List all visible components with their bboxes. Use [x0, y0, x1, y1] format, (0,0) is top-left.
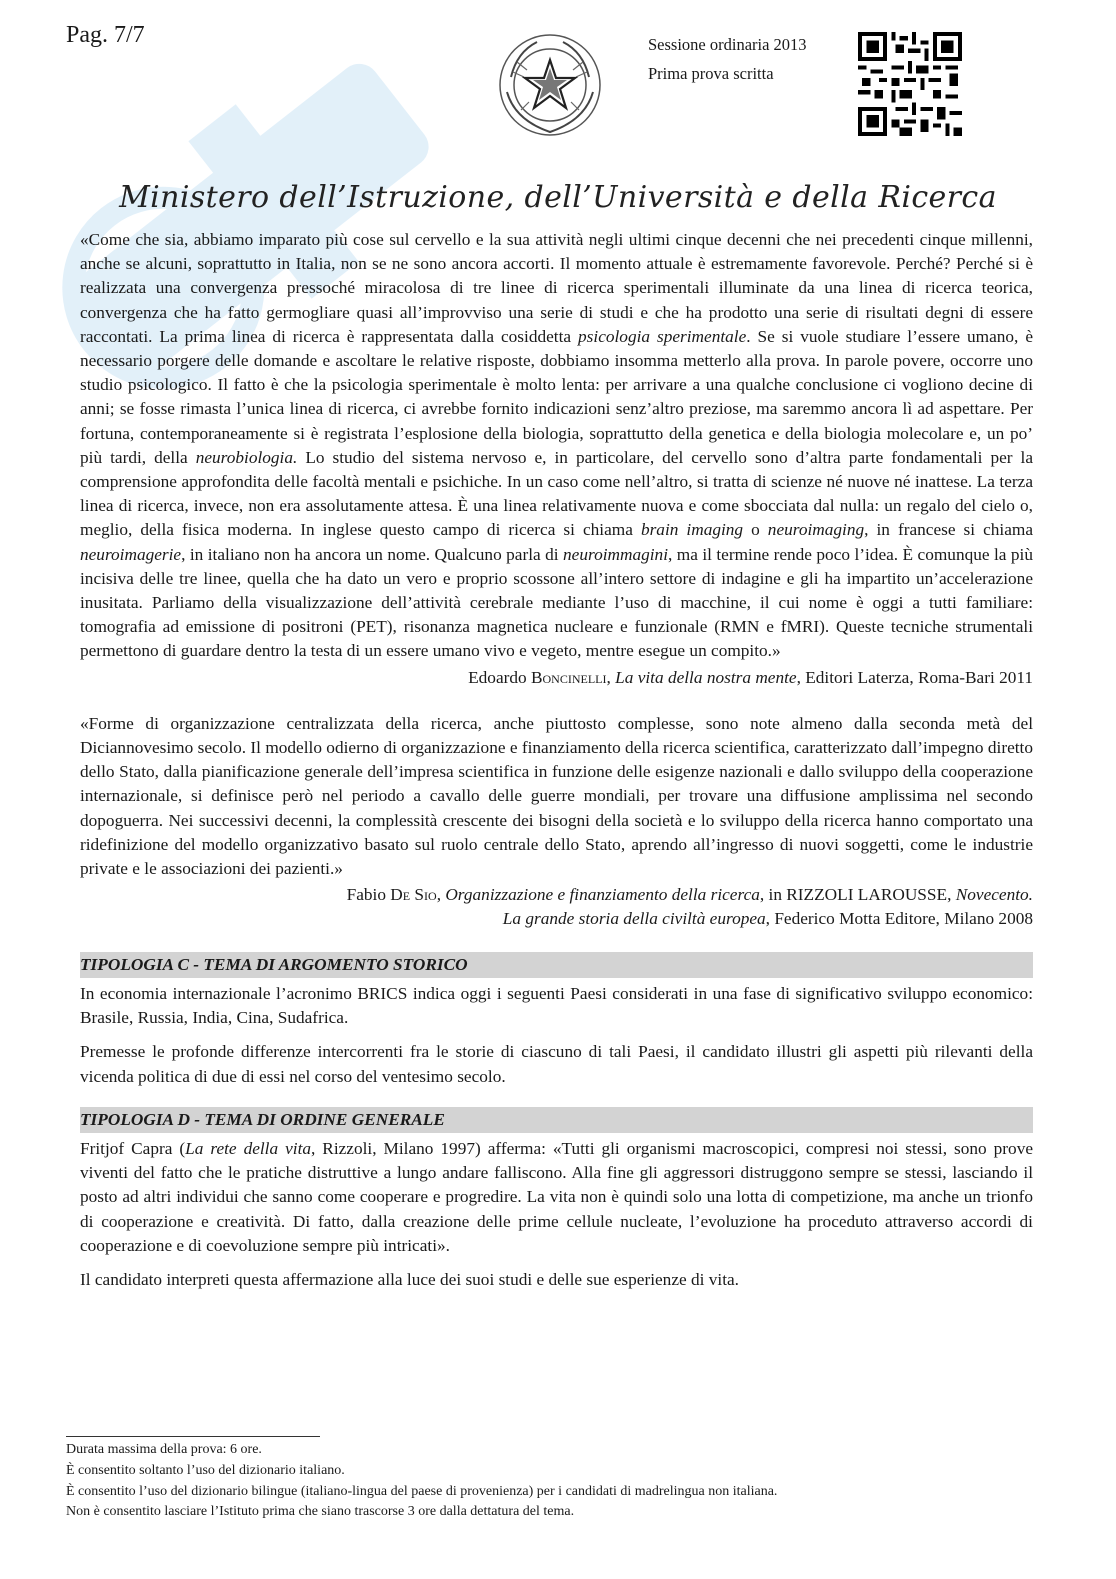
- qr-code-icon: [858, 32, 962, 136]
- passage-boncinelli: «Come che sia, abbiamo imparato più cose sul cervello e la sua attività negli ultimi cinque decenni che nei precedenti cinque millenni, anche se alcuni, soprattutto in Italia, non se ne sono ancora accorti. Il momento attuale è estremamente favorevole. Perché? Perché si è realizzata una convergenza pressoché miracolosa di tre linee di ricerca sperimentali illuminate da una linea di ricerca teorica, convergenza che ha fatto germogliare quasi all’improvviso una serie di studi e che ha prodotto una serie di risultati degni di essere raccontati. La prima linea di ricerca è rappresentata dalla cosiddetta psicologia sperimentale. Se si vuole studiare l’essere umano, è necessario porgere delle domande e ascoltare le relative risposte, dobbiamo insomma metterlo alla prova. In parole povere, occorre uno studio psicologico. Il fatto è che la psicologia sperimentale è molto lenta: per arrivare a una qualche conclusione ci vogliono decine di anni; se fosse rimasta l’unica linea di ricerca, ci avrebbe fornito indicazioni senz’altro preziose, ma saremmo ancora lì ad aspettare. Per fortuna, contemporaneamente si è registrata l’esplosione della biologia, soprattutto della genetica e della biologia molecolare e, un po’ più tardi, della neurobiologia. Lo studio del sistema nervoso e, in particolare, del cervello sono d’altra parte fondamentali per la comprensione approfondita delle facoltà mentali e psichiche. In un caso come nell’altro, si tratta di scienze né nuove né inattese. La terza linea di ricerca, invece, non era assolutamente attesa. È una linea relativamente nuova e come sbocciata dal nulla: un regalo del cielo o, meglio, della fisica moderna. In inglese questo campo di ricerca si chiama brain imaging o neuroimaging, in francese si chiama neuroimagerie, in italiano non ha ancora un nome. Qualcuno parla di neuroimmagini, ma il termine rende poco l’idea. È comunque la più incisiva delle tre linee, quella che ha dato un vero e proprio scossone all’intero settore di indagine e gli ha impartito un’accelerazione inusitata. Parliamo della visualizzazione dell’attività cerebrale mediante l’uso di macchine, il cui nome è oggi a tutti familiare: tomografia ad emissione di positroni (PET), risonanza magnetica nucleare e funzionale (RMN e fMRI). Queste tecniche strumentali permettono di guardare dentro la testa di un essere umano vivo e vegeto, mentre esegue un compito.»: [80, 230, 1034, 661]
- footnote-divider: [66, 1436, 320, 1437]
- attribution-de-sio: Fabio De Sio, Organizzazione e finanziamento della ricerca, in RIZZOLI LAROUSSE, Novecento. La grande storia della civiltà europea, Federico Motta Editore, Milano 2008: [346, 885, 1033, 929]
- page-number: Pag. 7/7: [66, 22, 145, 48]
- tipologia-c-paragraph-1: In economia internazionale l’acronimo BRICS indica oggi i seguenti Paesi considerati in una fase di significativo sviluppo economico: Brasile, Russia, India, Cina, Sudafrica.: [80, 983, 1033, 1028]
- session-label: Sessione ordinaria 2013: [648, 35, 807, 54]
- tipologia-c-heading: TIPOLOGIA C - TEMA DI ARGOMENTO STORICO: [80, 952, 1033, 978]
- footnote-bilingual: È consentito l’uso del dizionario bilingue (italiano-lingua del paese di provenienza) per i candidati di madrelingua non italiana.: [66, 1483, 778, 1499]
- attribution-boncinelli: Edoardo Boncinelli, La vita della nostra mente, Editori Laterza, Roma-Bari 2011: [468, 667, 1033, 687]
- ministry-title: Ministero dell’Istruzione, dell’Università e della Ricerca: [119, 180, 997, 215]
- tipologia-d-heading: TIPOLOGIA D - TEMA DI ORDINE GENERALE: [80, 1107, 1033, 1133]
- footnote-leave: Non è consentito lasciare l’Istituto prima che siano trascorse 3 ore dalla dettatura del tema.: [66, 1504, 575, 1520]
- passage-de-sio: «Forme di organizzazione centralizzata della ricerca, anche piuttosto complesse, sono note almeno dalla seconda metà del Diciannovesimo secolo. Il modello odierno di organizzazione e finanziamento della ricerca scientifica, caratterizzato dall’impegno diretto dello Stato, dalla pianificazione generale dell’impresa scientifica in funzione delle esigenze nazionali e dallo sviluppo della cooperazione internazionale, si definisce però nel periodo a cavallo delle guerre mondiali, per trovare una diffusione amplissima nel secondo dopoguerra. Nei successivi decenni, la complessità crescente dei bisogni della società e lo sviluppo della ricerca hanno comportato una ridefinizione del modello organizzativo basato sul ruolo centrale dello Stato, aprendo all’ingresso di nuovi soggetti, come le industrie private e le associazioni dei pazienti.»: [80, 713, 1033, 879]
- tipologia-d-paragraph-2: Il candidato interpreti questa affermazione alla luce dei suoi studi e delle sue esperienze di vita.: [80, 1269, 739, 1289]
- document-body: [80, 228, 1033, 1292]
- tipologia-d-paragraph-1: Fritjof Capra (La rete della vita, Rizzoli, Milano 1997) afferma: «Tutti gli organismi macroscopici, compresi noi stessi, sono prove viventi del fatto che le pratiche distruttive a lungo andare falliscono. Alla fine gli aggressori distruggono sempre se stessi, lasciando il posto ad altri individui che sanno come cooperare e progredire. La vita non è quindi solo una lotta di competizione, ma anche un trionfo di cooperazione e creatività. Di fatto, dalla creazione delle prime cellule nucleate, l’evoluzione ha proceduto attraverso accordi di cooperazione e di coevoluzione sempre più intricati».: [80, 1138, 1034, 1255]
- footnotes: [66, 1440, 777, 1523]
- italian-republic-emblem-icon: [497, 32, 603, 138]
- exam-label: Prima prova scritta: [648, 64, 774, 83]
- footnote-dictionary: È consentito soltanto l’uso del dizionario italiano.: [66, 1462, 345, 1478]
- footnote-duration: Durata massima della prova: 6 ore.: [66, 1442, 262, 1457]
- session-info: [648, 30, 807, 88]
- tipologia-c-paragraph-2: Premesse le profonde differenze intercorrenti fra le storie di ciascuno di tali Paesi, il candidato illustri gli aspetti più rilevanti della vicenda politica di due di essi nel corso del ventesimo secolo.: [80, 1042, 1033, 1086]
